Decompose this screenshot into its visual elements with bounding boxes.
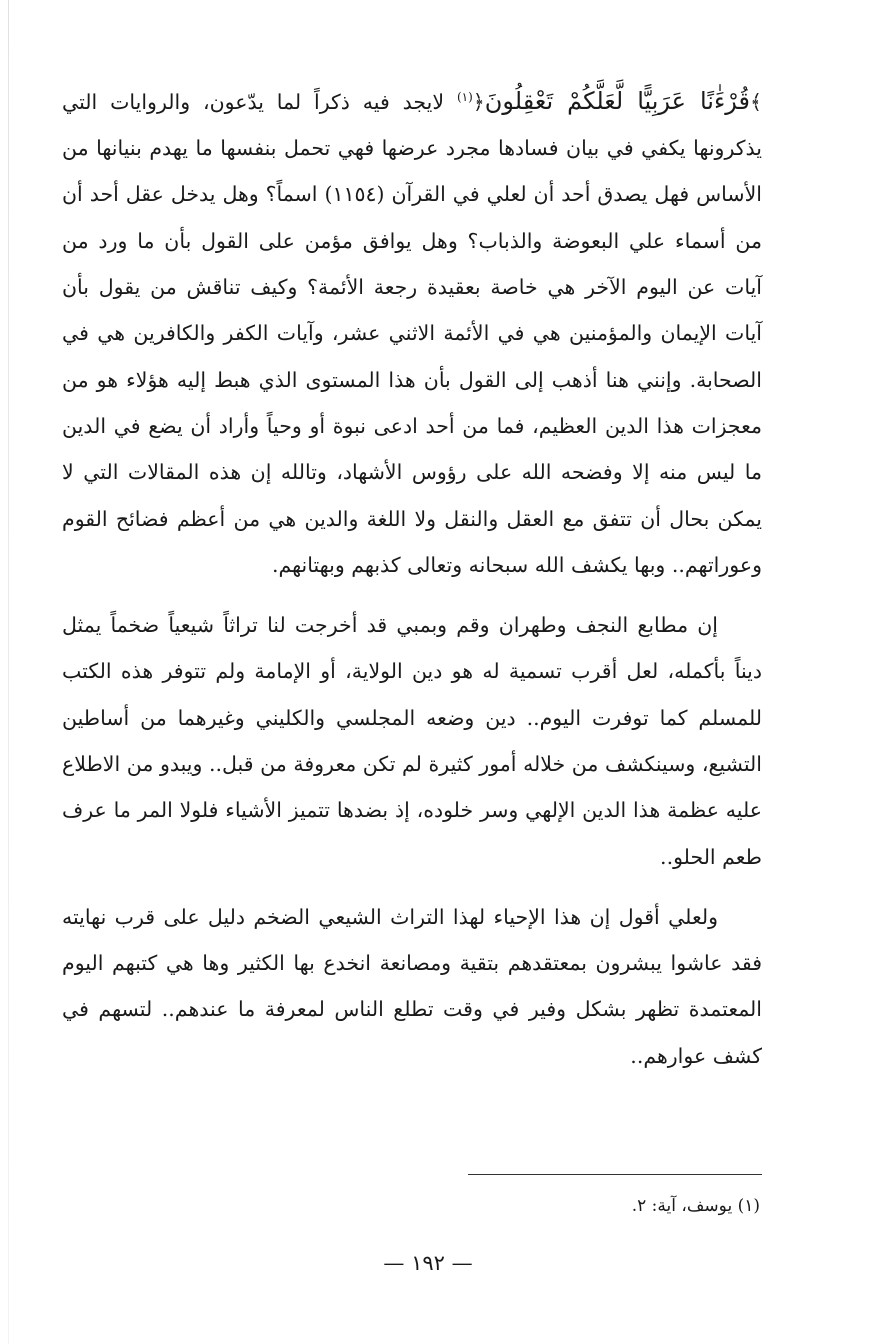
footnote-reference: (١): [456, 90, 473, 104]
quran-verse: قُرْءَٰنًا عَرَبِيًّا لَّعَلَّكُمْ تَعْقِلُونَ: [484, 86, 750, 115]
quran-bracket-close: ﴿: [472, 89, 485, 114]
paragraph-1-text: لايجد فيه ذكراً لما يدّعون، والروايات التي يذكرونها يكفي في بيان فسادها مجرد عرضها فهي تحمل بنفسها ما يهدم بنيانها من الأساس فهل يصدق أحد أن لعلي في القرآن (١١٥٤) اسماً؟ وهل يدخل عقل أحد أن من أسماء علي البعوضة والذباب؟ وهل يوافق مؤمن على القول بأن ما ورد من آيات عن اليوم الآخر هي خاصة بعقيدة رجعة الأئمة؟ وكيف تناقش من يقول بأن آيات الإيمان والمؤمنين هي في الأئمة الاثني عشر، وآيات الكفر والكافرين هي في الصحابة. وإنني هنا أذهب إلى القول بأن هذا المستوى الذي هبط إليه هؤلاء هو من معجزات هذا الدين العظيم، فما من أحد ادعى نبوة أو وحياً وأراد أن يضع في الدين ما ليس منه إلا وفضحه الله على رؤوس الأشهاد، وتالله إن هذه المقالات التي لا يمكن بحال أن تتفق مع العقل والنقل ولا اللغة والدين هي من أعظم فضائح القوم وعوراتهم.. وبها يكشف الله سبحانه وتعالى كذبهم وبهتانهم.: [62, 89, 762, 577]
paragraph-1: [62, 74, 762, 588]
paragraph-2: إن مطابع النجف وطهران وقم وبمبي قد أخرجت لنا تراثاً شيعياً ضخماً يمثل ديناً بأكمله، لعل أقرب تسمية له هو دين الولاية، أو الإمامة ولم تتوفر هذه الكتب للمسلم كما توفرت اليوم.. دين وضعه المجلسي والكليني وغيرهما من أساطين التشيع، وسينكشف من خلاله أمور كثيرة لم تكن معروفة من قبل.. ويبدو من الاطلاع عليه عظمة هذا الدين الإلهي وسر خلوده، إذ بضدها تتميز الأشياء فلولا المر ما عرف طعم الحلو..: [62, 613, 763, 869]
scan-edge-line: [8, 0, 9, 1344]
paragraph-3: ولعلي أقول إن هذا الإحياء لهذا التراث الشيعي الضخم دليل على قرب نهايته فقد عاشوا يبشرون بمعتقدهم بتقية ومصانعة انخدع بها الكثير وها هي كتبهم اليوم المعتمدة تظهر بشكل وفير في وقت تطلع الناس لمعرفة ما عندهم.. لتسهم في كشف عوارهم..: [62, 904, 762, 1068]
footnote-divider: [468, 1174, 762, 1175]
page-number: — ١٩٢ —: [383, 1251, 473, 1275]
body-text: [62, 74, 762, 1079]
footnote: (١) يوسف، آية: ٢.: [631, 1196, 760, 1216]
quran-bracket-open: ﴾: [749, 89, 762, 114]
